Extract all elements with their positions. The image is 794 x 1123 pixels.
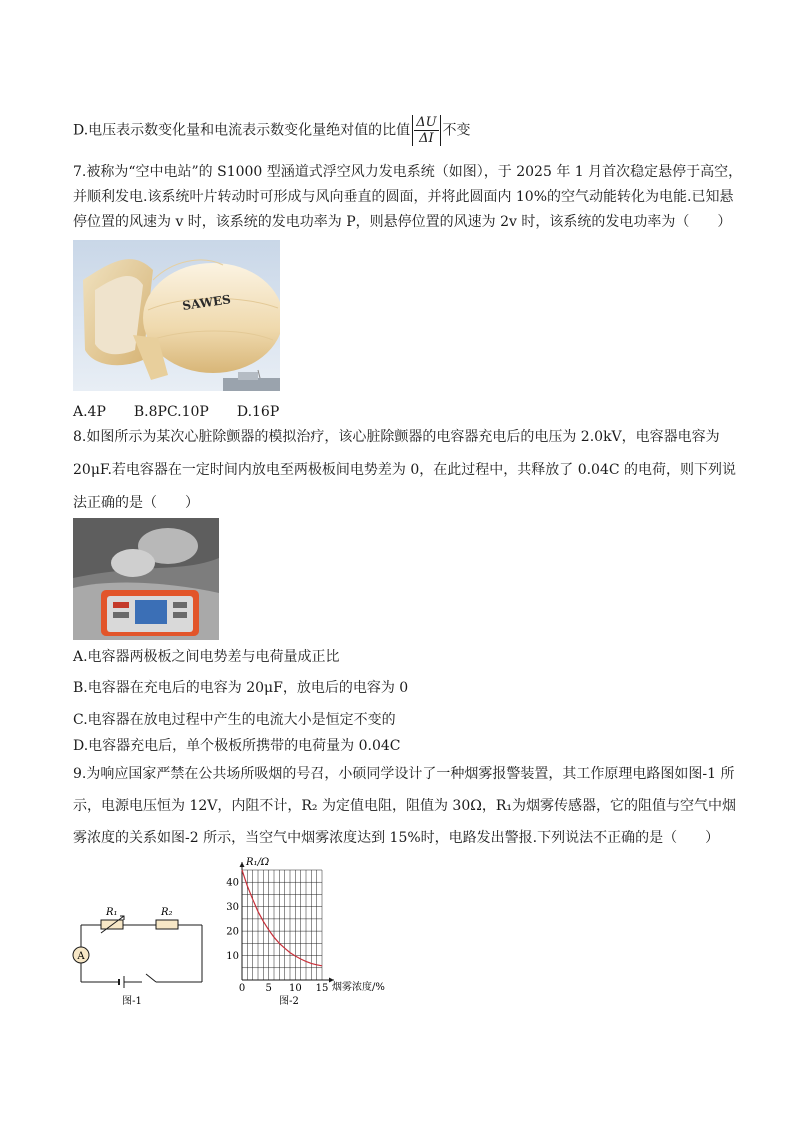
airship-photo xyxy=(73,240,280,391)
q7-options: A.4P B.8PC.10P D.16P xyxy=(73,404,280,420)
y-axis-label: R₁/Ω xyxy=(246,857,270,868)
x-tick-label: 0 xyxy=(238,983,246,994)
q8-option-d: D.电容器充电后，单个极板所携带的电荷量为 0.04C xyxy=(73,738,401,754)
x-axis-label: 烟雾浓度/% xyxy=(332,982,385,993)
circuit-diagram xyxy=(66,900,216,1010)
circuit-caption: 图-1 xyxy=(122,996,142,1007)
chart-axes xyxy=(240,862,335,983)
q6-option-d-suffix: 不变 xyxy=(442,122,471,139)
fraction-numerator: ΔU xyxy=(416,115,437,130)
q8-stem-line2: 20μF.若电容器在一定时间内放电至两极板间电势差为 0，在此过程中，共释放了 0.04C 的电荷，则下列说 xyxy=(73,462,737,478)
q6-option-d-prefix: D.电压表示数变化量和电流表示数变化量绝对值的比值 xyxy=(73,122,411,139)
q8-stem-line1: 8.如图所示为某次心脏除颤器的模拟治疗，该心脏除颤器的电容器充电后的电压为 2.0kV，电容器电容为 xyxy=(73,429,720,445)
q8-stem-line3: 法正确的是（ ） xyxy=(73,495,199,511)
x-tick-label: 15 xyxy=(315,983,329,994)
q9-stem-line2: 示，电源电压恒为 12V，内阻不计，R₂ 为定值电阻，阻值为 30Ω，R₁为烟雾传感器，它的阻值与空气中烟 xyxy=(73,798,737,814)
r2-label: R₂ xyxy=(161,907,173,918)
y-tick-label: 20 xyxy=(226,926,239,938)
y-tick-label: 40 xyxy=(226,877,239,889)
y-axis-arrow xyxy=(240,862,245,867)
x-tick-label: 5 xyxy=(265,983,272,994)
q7-stem-line1: 7.被称为“空中电站”的 S1000 型涵道式浮空风力发电系统（如图），于 2025 年 1 月首次稳定悬停于高空， xyxy=(73,164,743,180)
q8-option-a: A.电容器两极板之间电势差与电荷量成正比 xyxy=(73,649,340,665)
airship-logo-text: SAWES xyxy=(181,292,232,313)
smoke-resistance-chart xyxy=(224,852,414,1012)
q6-option-d xyxy=(73,115,471,146)
q7-stem-line3: 停位置的风速为 v 时，该系统的发电功率为 P，则悬停位置的风速为 2v 时，该系统的发电功率为（ ） xyxy=(73,214,732,230)
resistor-r2 xyxy=(156,920,178,929)
resistance-curve xyxy=(242,870,322,966)
defibrillator-photo xyxy=(73,518,219,640)
q8-option-c: C.电容器在放电过程中产生的电流大小是恒定不变的 xyxy=(73,712,396,728)
x-tick-label: 10 xyxy=(288,983,302,994)
fraction-denominator: ΔI xyxy=(419,131,434,146)
q8-option-b: B.电容器在充电后的电容为 20μF，放电后的电容为 0 xyxy=(73,680,409,696)
abs-bars xyxy=(412,115,440,146)
y-tick-label: 10 xyxy=(226,951,239,963)
q9-stem-line1: 9.为响应国家严禁在公共场所吸烟的号召，小硕同学设计了一种烟雾报警装置，其工作原理电路图如图-1 所 xyxy=(73,766,735,782)
delta-fraction xyxy=(414,115,438,146)
ammeter-label: A xyxy=(77,951,85,962)
q7-stem-line2: 并顺利发电.该系统叶片转动时可形成与风向垂直的圆面，并将此圆面内 10%的空气动能转化为电能.已知悬 xyxy=(73,189,734,205)
chart-caption: 图-2 xyxy=(279,996,299,1007)
q9-stem-line3: 雾浓度的关系如图-2 所示，当空气中烟雾浓度达到 15%时，电路发出警报.下列说法不正确的是（ ） xyxy=(73,830,720,846)
r1-label: R₁ xyxy=(106,907,118,918)
y-tick-label: 30 xyxy=(226,902,239,914)
